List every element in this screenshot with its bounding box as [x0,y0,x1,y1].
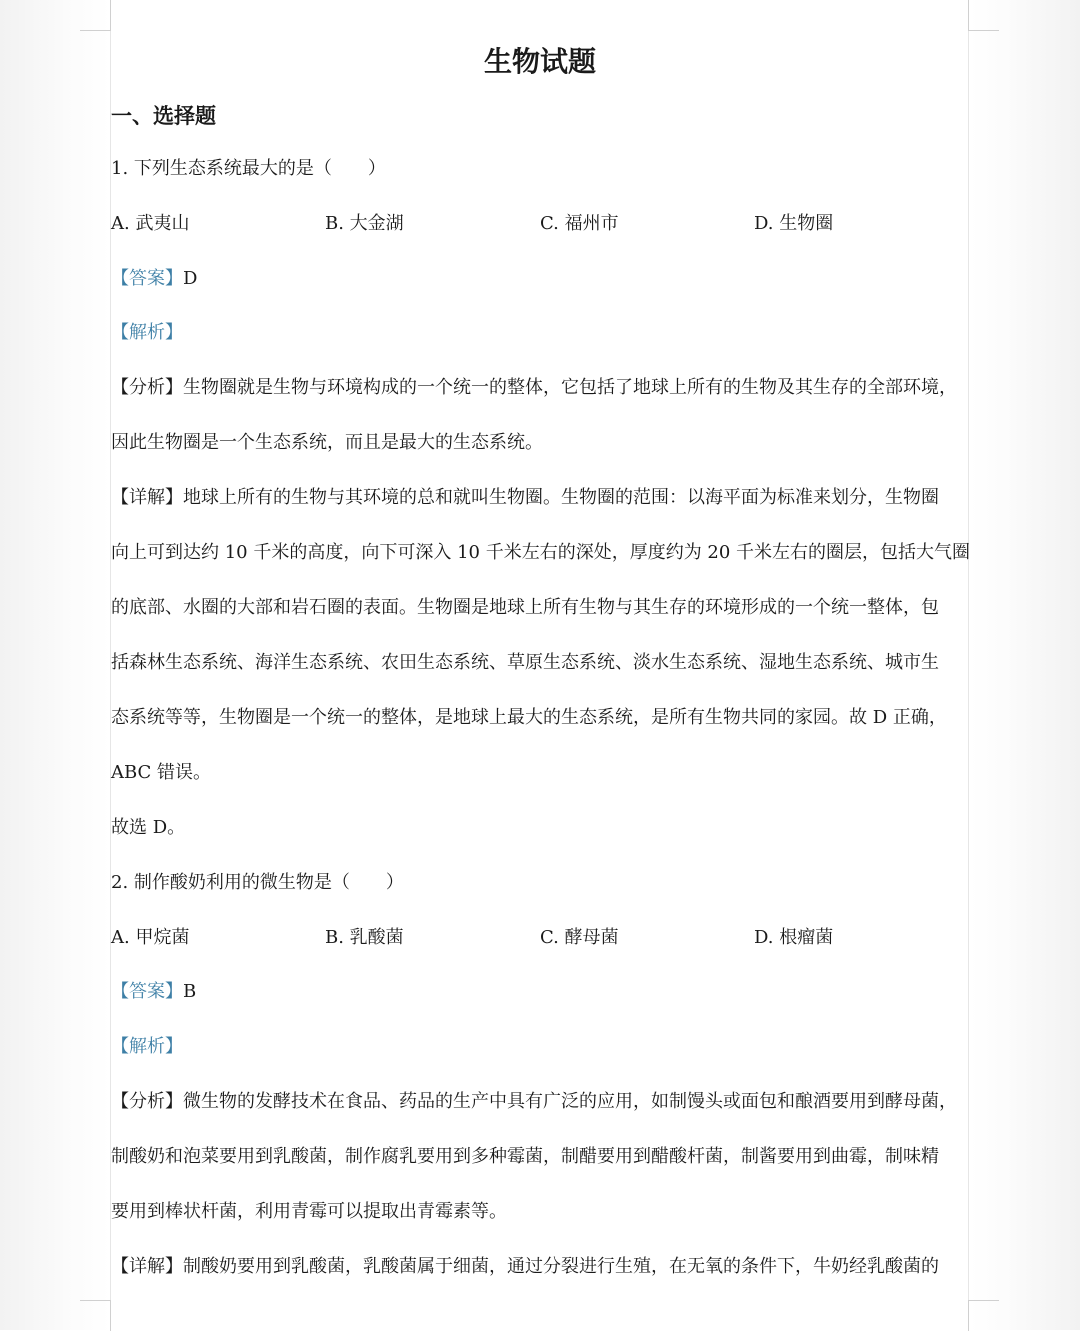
question-stem: 2. 制作酸奶利用的微生物是（ ） [111,872,404,893]
answer-value: D [183,268,198,289]
page-title: 生物试题 [483,45,596,78]
explanation-line: 制酸奶和泡菜要用到乳酸菌，制作腐乳要用到多种霉菌，制醋要用到醋酸杆菌，制酱要用到曲霉，制味精 [111,1146,939,1167]
option-a: A. 武夷山 [111,213,190,234]
explanation-line: 【详解】制酸奶要用到乳酸菌，乳酸菌属于细菌，通过分裂进行生殖，在无氧的条件下，牛奶经乳酸菌的 [111,1256,939,1277]
crop-mark [968,0,999,31]
explanation-line: 态系统等等，生物圈是一个统一的整体，是地球上最大的生态系统，是所有生物共同的家园。故 D 正确， [111,707,947,728]
explanation-line: 故选 D。 [111,817,186,838]
option-c: C. 酵母菌 [540,927,619,948]
option-b: B. 大金湖 [325,213,404,234]
answer-line [111,266,197,292]
analysis-tag: 【解析】 [111,322,183,343]
answer-value: B [183,981,197,1002]
option-d: D. 生物圈 [754,213,834,234]
explanation-line: 要用到棒状杆菌，利用青霉可以提取出青霉素等。 [111,1201,507,1222]
explanation-line: 【分析】微生物的发酵技术在食品、药品的生产中具有广泛的应用，如制馒头或面包和酿酒要用到酵母菌， [111,1091,957,1112]
answer-line [111,979,196,1005]
option-d: D. 根瘤菌 [754,927,834,948]
option-b: B. 乳酸菌 [325,927,404,948]
crop-mark [968,1300,999,1331]
explanation-line: 的底部、水圈的大部和岩石圈的表面。生物圈是地球上所有生物与其生存的环境形成的一个统一整体，包 [111,597,939,618]
page-border [968,0,969,1330]
explanation-line: 向上可到达约 10 千米的高度，向下可深入 10 千米左右的深处，厚度约为 20 千米左右的圈层，包括大气圈 [111,542,971,563]
crop-mark [80,0,111,31]
option-a: A. 甲烷菌 [111,927,190,948]
explanation-line: 【分析】生物圈就是生物与环境构成的一个统一的整体，它包括了地球上所有的生物及其生存的全部环境， [111,377,957,398]
explanation-line: 【详解】地球上所有的生物与其环境的总和就叫生物圈。生物圈的范围：以海平面为标准来划分，生物圈 [111,487,939,508]
answer-tag: 【答案】 [111,268,183,289]
answer-tag: 【答案】 [111,981,183,1002]
section-heading: 一、选择题 [111,104,216,128]
crop-mark [80,1300,111,1331]
page-margin-right [970,0,1080,1330]
explanation-line: 因此生物圈是一个生态系统，而且是最大的生态系统。 [111,432,543,453]
explanation-line: ABC 错误。 [111,762,212,783]
explanation-line: 括森林生态系统、海洋生态系统、农田生态系统、草原生态系统、淡水生态系统、湿地生态系统、城市生 [111,652,939,673]
question-stem: 1. 下列生态系统最大的是（ ） [111,158,386,179]
option-c: C. 福州市 [540,213,619,234]
page-margin-left [0,0,110,1330]
analysis-tag: 【解析】 [111,1036,183,1057]
